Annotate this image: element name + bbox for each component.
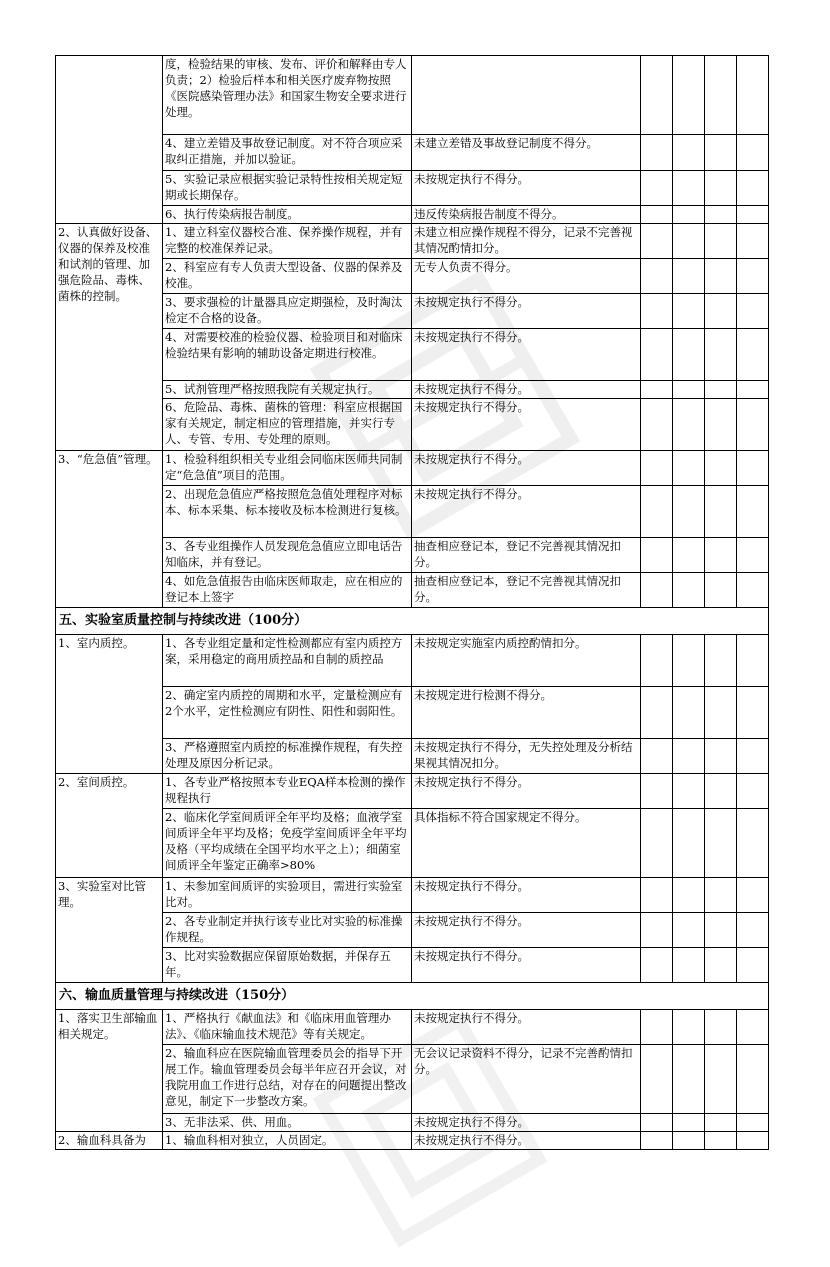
score-box[interactable] (737, 538, 769, 573)
scoring-cell: 未按规定执行不得分。 (412, 381, 641, 399)
score-box[interactable] (737, 381, 769, 399)
score-box[interactable] (705, 399, 737, 451)
requirement-cell: 4、建立差错及事故登记制度。对不符合项应采取纠正措施，并加以验证。 (163, 135, 412, 171)
score-box[interactable] (737, 878, 769, 913)
requirement-cell: 1、建立科室仪器校合准、保养操作规程，并有完整的校准保养记录。 (163, 224, 412, 259)
scoring-cell: 未按规定执行不得分。 (412, 913, 641, 948)
scoring-cell: 未按规定执行不得分。 (412, 1114, 641, 1132)
score-box[interactable] (641, 739, 673, 774)
score-box[interactable] (641, 329, 673, 381)
score-box[interactable] (737, 774, 769, 809)
table-row (56, 329, 769, 381)
score-box[interactable] (705, 809, 737, 878)
table-row (56, 171, 769, 206)
table-row (56, 774, 769, 809)
requirement-cell: 1、未参加室间质评的实验项目，需进行实验室比对。 (163, 878, 412, 913)
scoring-cell: 抽查相应登记本，登记不完善视其情况扣分。 (412, 573, 641, 608)
requirement-cell: 1、各专业组定量和定性检测都应有室内质控方案，采用稳定的商用质控品和自制的质控品 (163, 635, 412, 687)
score-box[interactable] (705, 206, 737, 224)
assessment-table (55, 55, 769, 1150)
table-row (56, 294, 769, 329)
requirement-cell: 2、临床化学室间质评全年平均及格；血液学室间质评全年平均及格；免疫学室间质评全年平均及格（平均成绩在全国平均水平之上）；细菌室间质评全年鉴定正确率>80% (163, 809, 412, 878)
scoring-cell: 未建立差错及事故登记制度不得分。 (412, 135, 641, 171)
scoring-cell: 具体指标不符合国家规定不得分。 (412, 809, 641, 878)
requirement-cell: 2、科室应有专人负责大型设备、仪器的保养及校准。 (163, 259, 412, 294)
score-box[interactable] (737, 135, 769, 171)
score-box[interactable] (641, 294, 673, 329)
score-box[interactable] (673, 451, 705, 486)
score-box[interactable] (641, 206, 673, 224)
table-row (56, 948, 769, 983)
score-box[interactable] (705, 381, 737, 399)
scoring-cell: 未按规定执行不得分。 (412, 774, 641, 809)
requirement-cell: 5、实验记录应根据实验记录特性按相关规定短期或长期保存。 (163, 171, 412, 206)
requirement-cell: 4、如危急值报告由临床医师取走，应在相应的登记本上签字 (163, 573, 412, 608)
table-row (56, 206, 769, 224)
requirement-cell: 6、执行传染病报告制度。 (163, 206, 412, 224)
category-cell: 1、室内质控。 (56, 635, 163, 774)
score-box[interactable] (641, 687, 673, 739)
score-box[interactable] (705, 913, 737, 948)
score-box[interactable] (641, 948, 673, 983)
score-box[interactable] (705, 1010, 737, 1045)
scoring-cell: 抽查相应登记本，登记不完善视其情况扣分。 (412, 538, 641, 573)
scoring-cell: 无专人负责不得分。 (412, 259, 641, 294)
section-row (56, 983, 769, 1010)
scoring-cell: 未按规定执行不得分。 (412, 329, 641, 381)
category-cell: 2、室间质控。 (56, 774, 163, 878)
score-box[interactable] (673, 1045, 705, 1114)
requirement-cell: 3、要求强检的计量器具应定期强检，及时淘汰检定不合格的设备。 (163, 294, 412, 329)
score-box[interactable] (705, 259, 737, 294)
score-box[interactable] (673, 381, 705, 399)
scoring-cell (412, 56, 641, 135)
scoring-cell: 未按规定实施室内质控酌情扣分。 (412, 635, 641, 687)
score-box[interactable] (705, 878, 737, 913)
table-row (56, 399, 769, 451)
score-box[interactable] (737, 809, 769, 878)
score-box[interactable] (737, 1010, 769, 1045)
requirement-cell: 4、对需要校准的检验仪器、检验项目和对临床检验结果有影响的辅助设备定期进行校准。 (163, 329, 412, 381)
score-box[interactable] (737, 399, 769, 451)
score-box[interactable] (673, 878, 705, 913)
score-box[interactable] (641, 1132, 673, 1150)
table-row (56, 381, 769, 399)
score-box[interactable] (641, 774, 673, 809)
score-box[interactable] (673, 399, 705, 451)
table-row (56, 1010, 769, 1045)
scoring-cell: 未按规定进行检测不得分。 (412, 687, 641, 739)
table-row (56, 809, 769, 878)
score-box[interactable] (641, 538, 673, 573)
score-box[interactable] (641, 135, 673, 171)
score-box[interactable] (673, 573, 705, 608)
score-box[interactable] (673, 56, 705, 135)
score-box[interactable] (737, 687, 769, 739)
requirement-cell: 2、确定室内质控的周期和水平，定量检测应有2个水平，定性检测应有阴性、阳性和弱阳性。 (163, 687, 412, 739)
score-box[interactable] (705, 329, 737, 381)
table-row (56, 635, 769, 687)
score-box[interactable] (673, 259, 705, 294)
score-box[interactable] (641, 399, 673, 451)
score-box[interactable] (673, 687, 705, 739)
score-box[interactable] (737, 1132, 769, 1150)
score-box[interactable] (641, 381, 673, 399)
table-row (56, 259, 769, 294)
score-box[interactable] (705, 1132, 737, 1150)
requirement-cell: 3、各专业组操作人员发现危急值应立即电话告知临床，并有登记。 (163, 538, 412, 573)
score-box[interactable] (673, 1132, 705, 1150)
score-box[interactable] (641, 809, 673, 878)
score-box[interactable] (641, 56, 673, 135)
score-box[interactable] (705, 538, 737, 573)
scoring-cell: 未按规定执行不得分。 (412, 1010, 641, 1045)
score-box[interactable] (705, 486, 737, 538)
score-box[interactable] (705, 56, 737, 135)
score-box[interactable] (737, 294, 769, 329)
table-row (56, 573, 769, 608)
scoring-cell: 未按规定执行不得分。 (412, 294, 641, 329)
category-cell: 3、“危急值”管理。 (56, 451, 163, 608)
score-box[interactable] (641, 451, 673, 486)
scoring-cell: 未按规定执行不得分。 (412, 171, 641, 206)
score-box[interactable] (641, 171, 673, 206)
category-cell: 2、认真做好设备、仪器的保养及校准和试剂的管理、加强危险品、毒株、菌株的控制。 (56, 224, 163, 451)
category-cell: 2、输血科具备为 (56, 1132, 163, 1150)
score-box[interactable] (705, 224, 737, 259)
requirement-cell: 2、输血科应在医院输血管理委员会的指导下开展工作。输血管理委员会每半年应召开会议，对我院用血工作进行总结，对存在的问题提出整改意见，制定下一步整改方案。 (163, 1045, 412, 1114)
score-box[interactable] (673, 206, 705, 224)
table-row (56, 135, 769, 171)
score-box[interactable] (737, 451, 769, 486)
requirement-cell: 1、各专业严格按照本专业EQA样本检测的操作规程执行 (163, 774, 412, 809)
score-box[interactable] (737, 1045, 769, 1114)
score-box[interactable] (737, 739, 769, 774)
scoring-cell: 无会议记录资料不得分，记录不完善酌情扣分。 (412, 1045, 641, 1114)
score-box[interactable] (737, 486, 769, 538)
score-box[interactable] (737, 913, 769, 948)
score-box[interactable] (641, 913, 673, 948)
score-box[interactable] (641, 1010, 673, 1045)
score-box[interactable] (705, 135, 737, 171)
scoring-cell: 未按规定执行不得分。 (412, 451, 641, 486)
score-box[interactable] (705, 451, 737, 486)
requirement-cell: 3、比对实验数据应保留原始数据，并保存五年。 (163, 948, 412, 983)
score-box[interactable] (673, 1114, 705, 1132)
scoring-cell: 未按规定执行不得分。 (412, 948, 641, 983)
score-box[interactable] (673, 635, 705, 687)
requirement-cell: 1、输血科相对独立，人员固定。 (163, 1132, 412, 1150)
score-box[interactable] (705, 1114, 737, 1132)
score-box[interactable] (737, 635, 769, 687)
score-box[interactable] (705, 294, 737, 329)
table-row (56, 451, 769, 486)
table-row (56, 1132, 769, 1150)
score-box[interactable] (673, 294, 705, 329)
score-box[interactable] (737, 206, 769, 224)
table-row (56, 878, 769, 913)
score-box[interactable] (641, 573, 673, 608)
category-cell: 3、实验室对比管理。 (56, 878, 163, 983)
table-row (56, 224, 769, 259)
score-box[interactable] (737, 573, 769, 608)
score-box[interactable] (673, 774, 705, 809)
score-box[interactable] (673, 538, 705, 573)
score-box[interactable] (673, 329, 705, 381)
requirement-cell: 2、出现危急值应严格按照危急值处理程序对标本、标本采集、标本接收及标本检测进行复核。 (163, 486, 412, 538)
score-box[interactable] (641, 486, 673, 538)
table-row (56, 486, 769, 538)
score-box[interactable] (705, 774, 737, 809)
table-row (56, 739, 769, 774)
score-box[interactable] (673, 135, 705, 171)
score-box[interactable] (641, 878, 673, 913)
table-row (56, 1045, 769, 1114)
table-row (56, 687, 769, 739)
requirement-cell: 5、试剂管理严格按照我院有关规定执行。 (163, 381, 412, 399)
section-heading: 五、实验室质量控制与持续改进（100分） (56, 608, 769, 635)
score-box[interactable] (673, 948, 705, 983)
score-box[interactable] (737, 171, 769, 206)
score-box[interactable] (673, 809, 705, 878)
score-box[interactable] (641, 1045, 673, 1114)
scoring-cell: 未按规定执行不得分。 (412, 399, 641, 451)
score-box[interactable] (705, 573, 737, 608)
scoring-cell: 未按规定执行不得分。 (412, 878, 641, 913)
score-box[interactable] (705, 948, 737, 983)
table-row (56, 538, 769, 573)
score-box[interactable] (705, 739, 737, 774)
score-box[interactable] (673, 913, 705, 948)
requirement-cell: 1、严格执行《献血法》和《临床用血管理办法》、《临床输血技术规范》等有关规定。 (163, 1010, 412, 1045)
requirement-cell: 6、危险品、毒株、菌株的管理：科室应根据国家有关规定，制定相应的管理措施，并实行专人、专管、专用、专处理的原则。 (163, 399, 412, 451)
requirement-cell: 2、各专业制定并执行该专业比对实验的标准操作规程。 (163, 913, 412, 948)
score-box[interactable] (705, 171, 737, 206)
requirement-cell: 3、无非法采、供、用血。 (163, 1114, 412, 1132)
requirement-cell: 度，检验结果的审核、发布、评价和解释由专人负责；2）检验后样本和相关医疗废弃物按照《医院感染管理办法》和国家生物安全要求进行处理。 (163, 56, 412, 135)
category-cell (56, 56, 163, 224)
table-row (56, 913, 769, 948)
scoring-cell: 未按规定执行不得分。 (412, 1132, 641, 1150)
requirement-cell: 1、检验科组织相关专业组会同临床医师共同制定“危急值”项目的范围。 (163, 451, 412, 486)
section-heading: 六、输血质量管理与持续改进（150分） (56, 983, 769, 1010)
score-box[interactable] (641, 224, 673, 259)
score-box[interactable] (705, 635, 737, 687)
score-box[interactable] (737, 1114, 769, 1132)
score-box[interactable] (673, 739, 705, 774)
score-box[interactable] (737, 56, 769, 135)
score-box[interactable] (737, 329, 769, 381)
scoring-cell: 违反传染病报告制度不得分。 (412, 206, 641, 224)
table-row (56, 1114, 769, 1132)
table-row (56, 56, 769, 135)
score-box[interactable] (641, 259, 673, 294)
score-box[interactable] (673, 224, 705, 259)
score-box[interactable] (641, 1114, 673, 1132)
score-box[interactable] (737, 948, 769, 983)
score-box[interactable] (673, 1010, 705, 1045)
score-box[interactable] (737, 224, 769, 259)
score-box[interactable] (705, 687, 737, 739)
score-box[interactable] (673, 486, 705, 538)
requirement-cell: 3、严格遵照室内质控的标准操作规程，有失控处理及原因分析记录。 (163, 739, 412, 774)
score-box[interactable] (737, 259, 769, 294)
score-box[interactable] (705, 1045, 737, 1114)
score-box[interactable] (673, 171, 705, 206)
score-box[interactable] (641, 635, 673, 687)
scoring-cell: 未按规定执行不得分，无失控处理及分析结果视其情况扣分。 (412, 739, 641, 774)
section-row (56, 608, 769, 635)
scoring-cell: 未按规定执行不得分。 (412, 486, 641, 538)
category-cell: 1、落实卫生部输血相关规定。 (56, 1010, 163, 1132)
scoring-cell: 未建立相应操作规程不得分，记录不完善视其情况酌情扣分。 (412, 224, 641, 259)
